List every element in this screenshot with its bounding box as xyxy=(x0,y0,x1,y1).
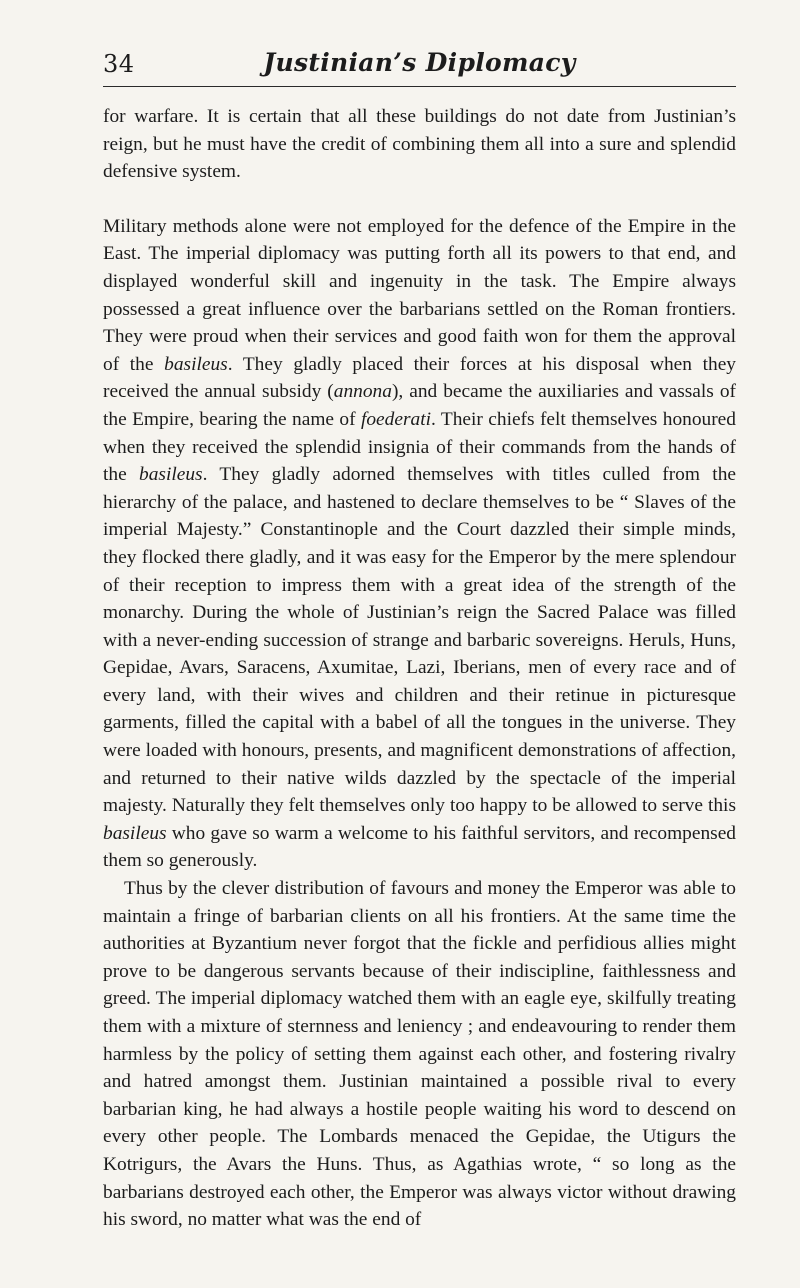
text-run: ), and became the auxiliaries and vassals of the Empire, bearing the name of xyxy=(103,381,736,430)
text-run: for warfare. It is certain that all these buildings do not date from Justinian’s reign, but he must have the credit of combining them all into a sure and splendid defensive system. xyxy=(103,106,736,183)
paragraph-2 xyxy=(103,213,736,875)
italic-term: annona xyxy=(333,381,392,403)
running-title: Justinian’s Diplomacy xyxy=(263,48,576,77)
italic-term: basileus xyxy=(139,464,203,486)
italic-term: basileus xyxy=(164,353,228,375)
page-number: 34 xyxy=(103,50,135,78)
italic-term: basileus xyxy=(103,822,167,844)
paragraph-3 xyxy=(103,875,736,1234)
body-text xyxy=(103,103,736,1234)
text-run: . Their chiefs felt themselves honoured when they received the splendid insignia of their commands from the hands of the xyxy=(103,408,736,486)
italic-term: foederati xyxy=(360,408,431,430)
text-run: . They gladly placed their forces at his disposal when they received the annual subsidy ( xyxy=(103,353,736,403)
paragraph-1 xyxy=(103,103,736,186)
text-run: Military methods alone were not employed for the defence of the Empire in the East. The imperial diplomacy was putting forth all its powers to that end, and displayed wonderful skill and ingenuity in the task. The Empire always possessed a great influence over the barbarians settled on the Roman frontiers. They were proud when their services and good faith won for them the approval of the xyxy=(103,215,736,375)
text-run: . They gladly adorned themselves with titles culled from the hierarchy of the palace, and hastened to declare themselves to be “ Slaves of the imperial Majesty.” Constantinople and the Court dazzled their simple minds, they flocked there gladly, and it was easy for the Emperor by the mere splendour of their reception to impress them with a great idea of the strength of the monarchy. During the whole of Justinian’s reign the Sacred Palace was filled with a never-ending succession of strange and barbaric sovereigns. Heruls, Huns, Gepidae, Avars, Saracens, Axumitae, Lazi, Iberians, men of every race and of every land, with their wives and children and their retinue in picturesque garments, filled the capital with a babel of all the tongues in the universe. They were loaded with honours, presents, and magnificent demonstrations of affection, and returned to their native wilds dazzled by the spectacle of the imperial majesty. Naturally they felt themselves only too happy to be allowed to serve this xyxy=(103,464,736,817)
text-run: who gave so warm a welcome to his faithful servitors, and recompensed them so generously. xyxy=(103,822,736,872)
text-run: Thus by the clever distribution of favours and money the Emperor was able to maintain a fringe of barbarian clients on all his frontiers. At the same time the authorities at Byzantium never forgot that the fickle and perfidious allies might prove to be dangerous servants because of their indiscipline, faithlessness and greed. The imperial diplomacy watched them with an eagle eye, skilfully treating them with a mixture of sternness and leniency ; and endeavouring to render them harmless by the policy of setting them against each other, and fostering rivalry and hatred amongst them. Justinian maintained a possible rival to every barbarian king, he had always a hostile people waiting his word to descend on every other people. The Lombards menaced the Gepidae, the Utigurs the Kotrigurs, the Avars the Huns. Thus, as Agathias wrote, “ so long as the barbarians destroyed each other, the Emperor was always victor without drawing his sword, no matter what was the end of xyxy=(103,878,736,1231)
running-header xyxy=(103,46,736,87)
